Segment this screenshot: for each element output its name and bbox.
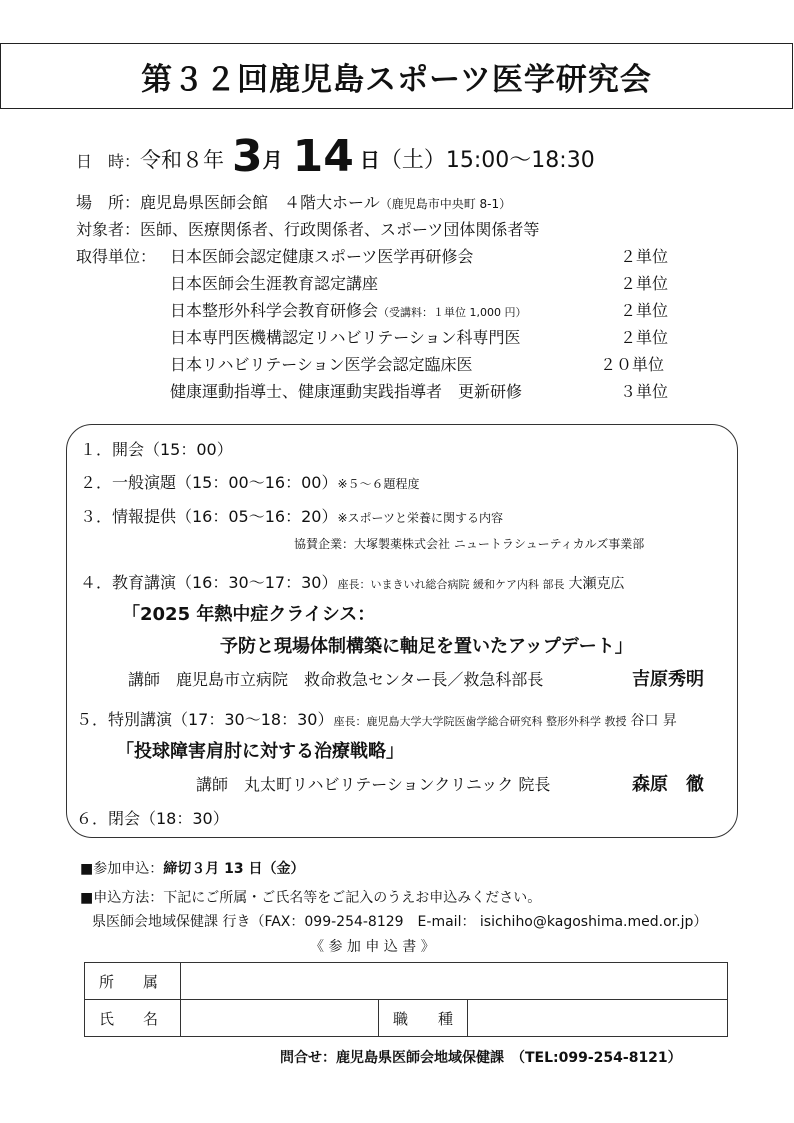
target-text: 医師、医療関係者、行政関係者、スポーツ団体関係者等 xyxy=(140,220,540,239)
registration-deadline-label: ■参加申込： xyxy=(80,861,164,877)
program-item-4-title-2: 予防と現場体制構築に軸足を置いたアップデート」 xyxy=(220,636,633,657)
registration-deadline-value: 締切３月 13 日（金） xyxy=(163,861,305,877)
datetime-line xyxy=(76,132,595,187)
affiliation-label-b: 属 xyxy=(142,972,159,991)
registration-contact: 県医師会地域保健課 行き（FAX：099-254-8129 E-mail： isichiho@kagoshima.med.or.jp） xyxy=(92,914,708,930)
datetime-month-unit: 月 xyxy=(262,148,283,172)
credit-item-0-name: 日本医師会認定健康スポーツ医学再研修会 xyxy=(170,247,474,266)
program-item-5-speaker-label: 講師 丸太町リハビリテーションクリニック 院長 xyxy=(196,775,551,794)
venue-line xyxy=(76,190,511,213)
inquiry: 問合せ：鹿児島県医師会地域保健課 （TEL:099-254-8121） xyxy=(280,1050,682,1066)
job-label xyxy=(379,1000,468,1037)
program-item-3-sponsor: 協賛企業：大塚製薬株式会社 ニュートラシューティカルズ事業部 xyxy=(294,537,645,551)
venue-label: 場 所： xyxy=(76,193,141,212)
form-row-affiliation xyxy=(85,963,728,1000)
program-item-4-chair-label: 座長：いまきいれ総合病院 緩和ケア内科 部長 xyxy=(337,578,565,591)
venue-name: 鹿児島県医師会館 ４階大ホール xyxy=(140,193,380,212)
program-item-3-label: ３．情報提供（16：05～16：20） xyxy=(80,507,338,526)
name-input[interactable] xyxy=(181,1000,379,1037)
credit-item-0-units: ２単位 xyxy=(620,247,669,266)
datetime-label: 日 時： xyxy=(76,152,141,171)
program-item-4-speaker-name: 吉原秀明 xyxy=(632,669,704,690)
program-item-4-speaker xyxy=(128,667,543,690)
datetime-day-unit: 日 xyxy=(359,148,380,172)
target-line xyxy=(76,217,539,240)
registration-method xyxy=(80,887,541,907)
program-item-5 xyxy=(76,707,677,730)
program-item-2 xyxy=(80,470,420,493)
credit-item-2-note: （受講料：１単位 1,000 円） xyxy=(378,306,527,319)
affiliation-label-a: 所 xyxy=(99,972,116,991)
credit-item-3-name: 日本専門医機構認定リハビリテーション科専門医 xyxy=(170,328,521,347)
datetime-time: 15:00～18:30 xyxy=(445,148,595,173)
title-box xyxy=(0,43,793,109)
form-title: 《 参 加 申 込 書 》 xyxy=(310,939,435,955)
datetime-day: 14 xyxy=(292,131,354,182)
credit-item-4-units: ２０単位 xyxy=(600,355,665,374)
program-item-6: ６．閉会（18：30） xyxy=(76,809,229,828)
program-item-4-label: ４．教育講演（16：30～17：30） xyxy=(80,573,338,592)
credits-label: 取得単位： xyxy=(76,247,157,266)
credit-item-2-name: 日本整形外科学会教育研修会 xyxy=(170,301,379,320)
credit-item-5-name: 健康運動指導士、健康運動実践指導者 更新研修 xyxy=(170,382,523,401)
job-label-b: 種 xyxy=(437,1009,453,1028)
form-row-name xyxy=(85,1000,728,1037)
credit-item-2-units: ２単位 xyxy=(620,301,669,320)
page-title: 第３２回鹿児島スポーツ医学研究会 xyxy=(141,61,652,98)
job-input[interactable] xyxy=(468,1000,728,1037)
program-item-1: １．開会（15：00） xyxy=(80,440,233,459)
credit-item-2 xyxy=(170,298,527,321)
credit-item-1-units: ２単位 xyxy=(620,274,669,293)
registration-form xyxy=(84,962,728,1037)
credit-item-4-name: 日本リハビリテーション医学会認定臨床医 xyxy=(170,355,473,374)
program-item-3 xyxy=(80,504,503,527)
name-label-b: 名 xyxy=(142,1009,159,1028)
credit-item-5-units: ３単位 xyxy=(620,382,669,401)
datetime-weekday: （土） xyxy=(379,148,446,173)
program-item-4-chair-name: 大瀬克広 xyxy=(568,576,625,592)
name-label-a: 氏 xyxy=(99,1009,116,1028)
target-label: 対象者： xyxy=(76,220,141,239)
program-item-2-label: ２．一般演題（15：00～16：00） xyxy=(80,473,338,492)
registration-method-text: 下記にご所属・ご氏名等をご記入のうえお申込みください。 xyxy=(163,890,542,906)
program-item-5-label: ５．特別講演（17：30～18：30） xyxy=(76,710,334,729)
program-item-2-note: ※５～６題程度 xyxy=(337,477,420,491)
registration-deadline xyxy=(80,858,304,878)
program-item-5-speaker-name: 森原 徹 xyxy=(632,774,704,795)
venue-address: （鹿児島市中央町 8-1） xyxy=(379,197,512,211)
program-item-5-chair-name: 谷口 昇 xyxy=(630,713,677,729)
program-item-3-note: ※スポーツと栄養に関する内容 xyxy=(337,511,504,525)
credit-item-1-name: 日本医師会生涯教育認定講座 xyxy=(170,274,379,293)
job-label-a: 職 xyxy=(393,1009,409,1028)
affiliation-label xyxy=(85,963,181,1000)
program-item-4-speaker-label: 講師 鹿児島市立病院 救命救急センター長／救急科部長 xyxy=(128,670,544,689)
credit-item-3-units: ２単位 xyxy=(620,328,669,347)
program-item-4-title-1: 「2025 年熱中症クライシス： xyxy=(122,604,376,625)
affiliation-input[interactable] xyxy=(181,963,728,1000)
program-item-5-title: 「投球障害肩肘に対する治療戦略」 xyxy=(116,741,404,762)
datetime-month: 3 xyxy=(232,131,263,182)
registration-method-label: ■申込方法： xyxy=(80,890,164,906)
program-item-5-chair-label: 座長：鹿児島大学大学院医歯学総合研究科 整形外科学 教授 xyxy=(333,715,627,728)
datetime-era: 令和８年 xyxy=(140,148,225,172)
program-item-4 xyxy=(80,570,624,593)
name-label xyxy=(85,1000,181,1037)
